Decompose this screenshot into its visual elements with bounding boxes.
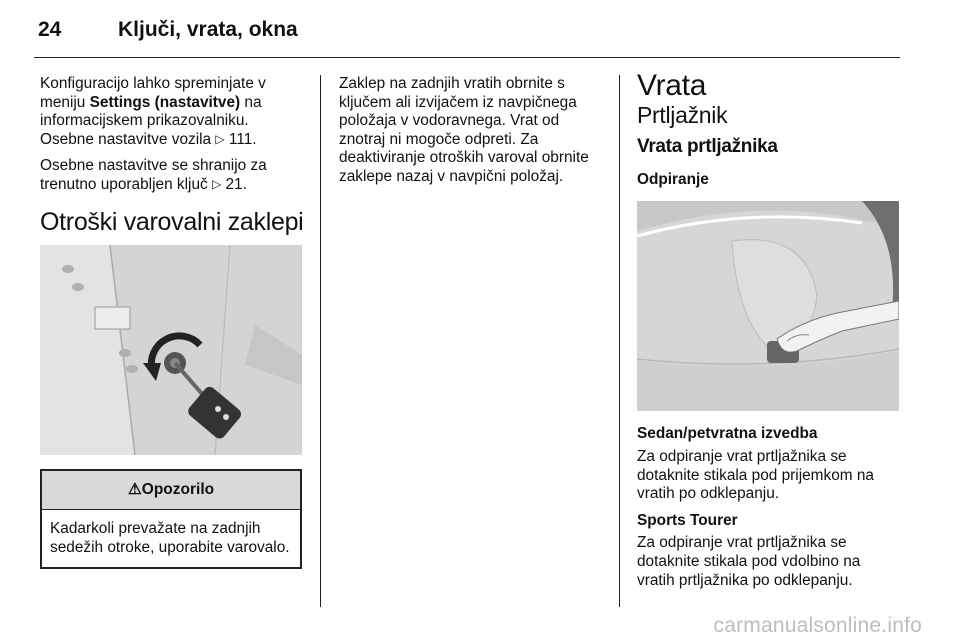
warning-header bbox=[42, 471, 300, 510]
page-number: 24 bbox=[38, 18, 62, 41]
key-settings-paragraph: Osebne nastavitve se shranijo za trenutno uporabljen ključ ▷ 21. bbox=[40, 157, 267, 193]
page-ref-arrow-icon: ▷ bbox=[215, 131, 225, 146]
warning-triangle-icon: ⚠ bbox=[127, 481, 142, 499]
child-lock-instructions: Zaklep na zadnjih vratih obrnite s ključem ali izvijačem iz navpičnega položaja v vodoravnega. Vrat od znotraj ni mogoče odpreti. Za deaktiviranje otroških varoval obrnite zaklepe nazaj v navpični položaj. bbox=[339, 75, 589, 185]
child-lock-illustration bbox=[40, 245, 302, 455]
heading-opening: Odpiranje bbox=[637, 170, 709, 188]
page-ref-arrow-icon: ▷ bbox=[211, 176, 222, 191]
settings-menu-name: Settings (nastavitve) bbox=[89, 93, 241, 111]
settings-paragraph: Konfiguracijo lahko spreminjate v meniju Settings (nastavitve) na informacijskem prikazovalniku. Osebne nastavitve vozila ▷ 111. bbox=[40, 75, 266, 148]
sports-tourer-text: Za odpiranje vrat prtljažnika se dotaknite stikala pod vdolbino na vratih prtljažnika po odklepanju. bbox=[637, 534, 861, 589]
column-divider-1 bbox=[320, 75, 321, 607]
page-header bbox=[38, 18, 900, 48]
right-column bbox=[637, 69, 902, 598]
left-column bbox=[40, 75, 305, 569]
middle-column bbox=[339, 75, 604, 195]
heading-sports-tourer: Sports Tourer bbox=[637, 511, 738, 529]
heading-trunk: Prtljažnik bbox=[637, 101, 728, 128]
heading-doors: Vrata bbox=[637, 69, 707, 102]
tailgate-illustration bbox=[637, 201, 899, 411]
header-rule bbox=[34, 57, 900, 58]
page-ref-link[interactable]: 111. bbox=[228, 130, 257, 148]
sedan-text: Za odpiranje vrat prtljažnika se dotaknite stikala pod prijemkom na vratih po odklepanju. bbox=[637, 447, 874, 503]
section-heading: Otroški varovalni zaklepi bbox=[40, 207, 304, 236]
watermark: carmanualsonline.info bbox=[713, 614, 922, 637]
warning-box bbox=[40, 469, 302, 569]
warning-body: Kadarkoli prevažate na zadnjih sedežih otroke, uporabite varovalo. bbox=[50, 520, 290, 556]
heading-sedan: Sedan/petvratna izvedba bbox=[637, 425, 818, 443]
page-title: Ključi, vrata, okna bbox=[118, 18, 298, 41]
column-divider-2 bbox=[619, 75, 620, 607]
heading-tailgate: Vrata prtljažnika bbox=[637, 136, 778, 158]
warning-title: Opozorilo bbox=[141, 481, 215, 499]
page-ref-link[interactable]: 21. bbox=[225, 175, 247, 193]
